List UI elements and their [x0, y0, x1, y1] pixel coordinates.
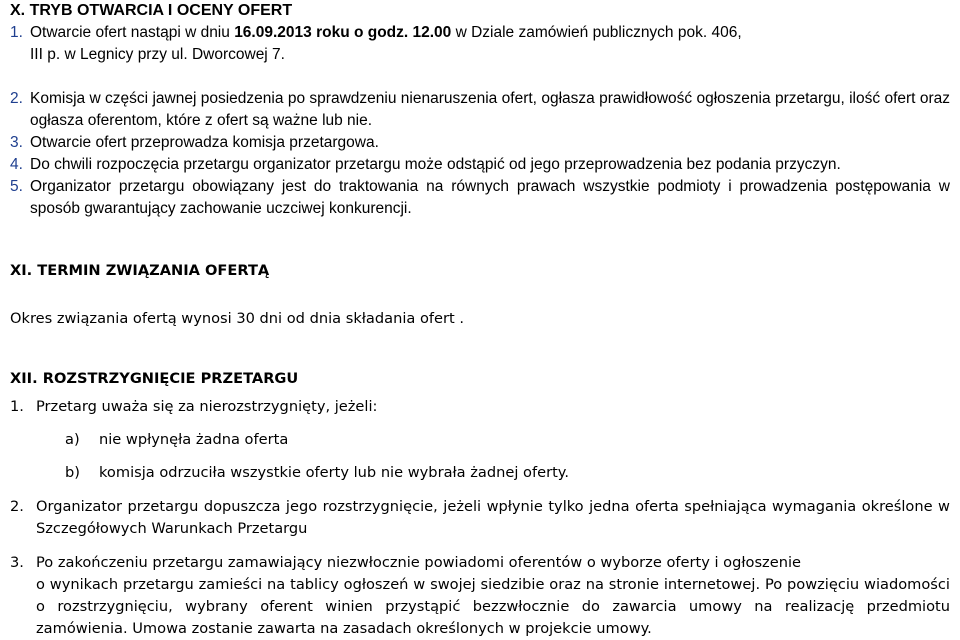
- section-x-item-5: [10, 176, 950, 220]
- section-x-heading: X. TRYB OTWARCIA I OCENY OFERT: [10, 2, 293, 19]
- item-number: 2.: [10, 498, 24, 515]
- item-text-line2: III p. w Legnicy przy ul. Dworcowej 7.: [30, 46, 285, 63]
- item-number: 4.: [10, 156, 23, 173]
- item-number: 1.: [10, 24, 23, 41]
- section-x-item-2: [10, 88, 950, 132]
- section-xi-heading: XI. TERMIN ZWIĄZANIA OFERTĄ: [10, 262, 270, 279]
- item-number: 3.: [10, 554, 24, 571]
- section-x-item-4: [10, 154, 950, 176]
- item-text: Organizator przetargu dopuszcza jego rozstrzygnięcie, jeżeli wpłynie tylko jedna oferta spełniająca wymagania określone w Szczegółowych Warunkach Przetargu: [36, 498, 950, 537]
- section-x-list: [10, 22, 950, 220]
- section-x-item-3: [10, 132, 950, 154]
- sub-item-b: [65, 462, 950, 484]
- item-text: Organizator przetargu obowiązany jest do traktowania na równych prawach wszystkie podmioty i prowadzenia postępowania w sposób gwarantujący zachowanie uczciwej konkurencji.: [30, 178, 950, 217]
- item-number: 1.: [10, 398, 24, 415]
- item-text: [30, 22, 950, 66]
- item-text-rest: o wynikach przetargu zamieści na tablicy ogłoszeń w swojej siedzibie oraz na stronie internetowej. Po powzięciu wiadomości o rozstrzygnięciu, wybrany oferent winien przystąpić bezzwłocznie do zawarcia umowy na realizację przedmiotu zamówienia. Umowa zostanie zawarta na zasadach określonych w projekcie umowy.: [36, 576, 950, 637]
- item-number: 5.: [10, 178, 23, 195]
- item-number: 3.: [10, 134, 23, 151]
- sub-item-text: nie wpłynęła żadna oferta: [99, 431, 289, 448]
- section-x-item-1: [10, 22, 950, 66]
- open-date-time: 16.09.2013 roku o godz. 12.00: [234, 24, 452, 41]
- item-text-line1: Po zakończeniu przetargu zamawiający niezwłocznie powiadomi oferentów o wyborze oferty i ogłoszenie: [36, 554, 801, 571]
- item-text: [36, 552, 950, 640]
- item-text-after: w Dziale zamówień publicznych pok. 406,: [451, 24, 742, 41]
- section-xii-heading: XII. ROZSTRZYGNIĘCIE PRZETARGU: [10, 370, 299, 387]
- section-xii-item-1: [10, 396, 950, 418]
- sub-item-a: [65, 429, 950, 451]
- section-xii-item-2: [10, 496, 950, 540]
- item-text: Komisja w części jawnej posiedzenia po sprawdzeniu nienaruszenia ofert, ogłasza prawidłowość ogłoszenia przetargu, ilość ofert oraz ogłasza oferentom, które z ofert są ważne lub nie.: [30, 90, 950, 129]
- section-xii-list: [10, 396, 950, 640]
- sub-item-label: a): [65, 431, 80, 448]
- item-text-before: Otwarcie ofert nastąpi w dniu: [30, 24, 235, 41]
- item-text: Do chwili rozpoczęcia przetargu organizator przetargu może odstąpić od jego przeprowadzenia bez podania przyczyn.: [30, 156, 841, 173]
- item-text: Otwarcie ofert przeprowadza komisja przetargowa.: [30, 134, 379, 151]
- sub-item-label: b): [65, 464, 80, 481]
- section-xii-item-3: [10, 552, 950, 640]
- binding-period-text: Okres związania ofertą wynosi 30 dni od dnia składania ofert .: [10, 310, 464, 327]
- sub-item-text: komisja odrzuciła wszystkie oferty lub nie wybrała żadnej oferty.: [99, 464, 569, 481]
- item-number: 2.: [10, 90, 23, 107]
- item-text: Przetarg uważa się za nierozstrzygnięty, jeżeli:: [36, 398, 378, 415]
